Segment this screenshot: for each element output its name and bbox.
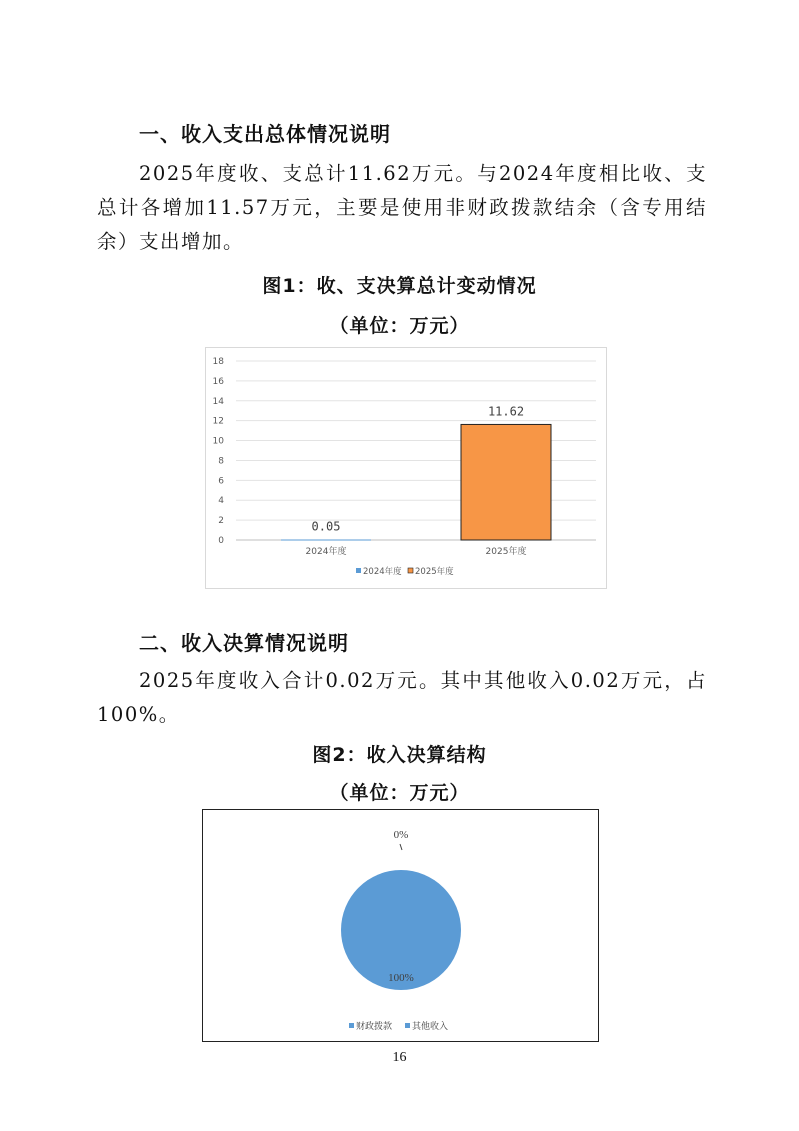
- figure1-chart-frame: [205, 347, 607, 589]
- section2-heading: 二、收入决算情况说明: [139, 631, 349, 655]
- legend-label: 财政拨款: [356, 1022, 393, 1032]
- section2-paragraph: 2025年度收入合计0.02万元。其中其他收入0.02万元，占100%。: [97, 669, 707, 726]
- legend-label: 2025年度: [415, 567, 454, 577]
- legend-swatch: [356, 568, 361, 573]
- y-tick-label: 4: [218, 496, 224, 507]
- y-tick-label: 6: [218, 476, 224, 487]
- y-tick-label: 12: [212, 416, 224, 427]
- y-tick-label: 16: [212, 376, 224, 387]
- figure2-chart-frame: [202, 809, 599, 1042]
- legend-swatch: [405, 1023, 410, 1028]
- legend-label: 2024年度: [363, 567, 402, 577]
- pie-leader-line: [400, 844, 402, 850]
- section1-heading: 一、收入支出总体情况说明: [139, 122, 391, 146]
- bar-2025年度: [461, 424, 551, 540]
- y-tick-label: 14: [212, 396, 224, 407]
- data-label: 11.62: [487, 404, 525, 419]
- data-label: 0.05: [311, 519, 341, 534]
- legend-swatch: [408, 568, 413, 573]
- x-tick-label: 2024年度: [305, 547, 347, 557]
- y-tick-label: 0: [218, 536, 224, 546]
- y-tick-label: 2: [218, 516, 224, 527]
- y-tick-label: 10: [212, 436, 224, 447]
- y-tick-label: 8: [218, 456, 224, 467]
- legend-label: 其他收入: [412, 1022, 449, 1032]
- figure2-unit: （单位：万元）: [329, 782, 470, 804]
- y-tick-label: 18: [212, 357, 224, 367]
- x-tick-label: 2025年度: [485, 547, 527, 557]
- section1-paragraph: 2025年度收、支总计11.62万元。与2024年度相比收、支总计各增加11.57万元，主要是使用非财政拨款结余（含专用结余）支出增加。: [97, 162, 707, 253]
- bar-2024年度: [281, 540, 371, 541]
- pie-label-0: 0%: [393, 829, 409, 841]
- legend-swatch: [349, 1023, 354, 1028]
- pie-label-1: 100%: [388, 972, 414, 984]
- figure1-title: 图1：收、支决算总计变动情况: [262, 275, 537, 297]
- figure2-pie-chart: [203, 810, 598, 1041]
- page-number: 16: [392, 1050, 407, 1065]
- figure1-unit: （单位：万元）: [329, 315, 470, 337]
- figure2-title: 图2：收入决算结构: [312, 744, 487, 766]
- figure1-bar-chart: [206, 348, 606, 588]
